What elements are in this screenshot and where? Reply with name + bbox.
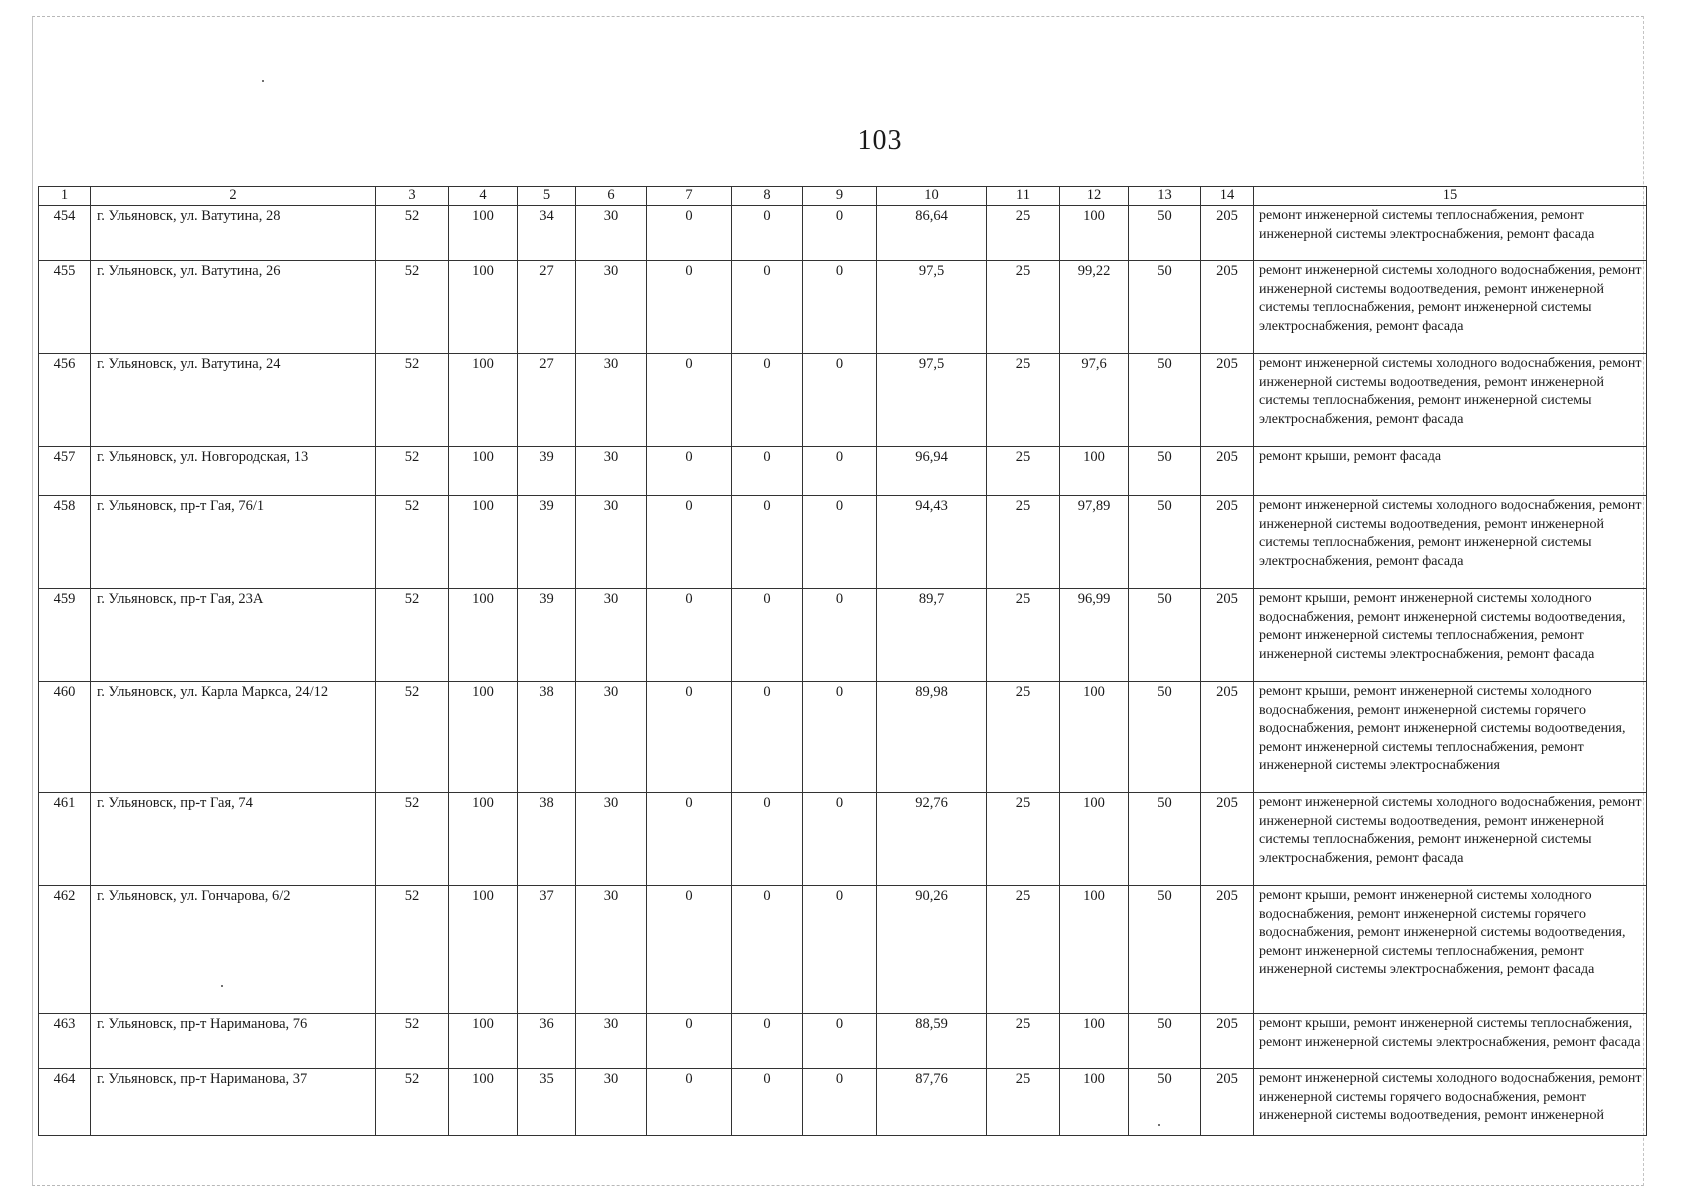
table-row xyxy=(39,496,1647,589)
column-number-14: 14 xyxy=(1201,187,1254,206)
col4-value: 100 xyxy=(449,261,518,354)
col3-value: 52 xyxy=(376,589,449,682)
col6-value: 30 xyxy=(576,886,647,1014)
works-list: ремонт крыши, ремонт инженерной системы холодного водоснабжения, ремонт инженерной системы горячего водоснабжения, ремонт инженерной системы водоотведения, ремонт инженерной системы теплоснабжения, ремонт инженерной системы электроснабжения, ремонт фасада xyxy=(1254,886,1647,1014)
col10-value: 90,26 xyxy=(877,886,987,1014)
col7-value: 0 xyxy=(647,496,732,589)
row-number: 457 xyxy=(39,447,91,496)
col7-value: 0 xyxy=(647,793,732,886)
col7-value: 0 xyxy=(647,261,732,354)
table-row xyxy=(39,1014,1647,1069)
col12-value: 100 xyxy=(1060,886,1129,1014)
col10-value: 86,64 xyxy=(877,206,987,261)
address: г. Ульяновск, ул. Ватутина, 24 xyxy=(91,354,376,447)
col9-value: 0 xyxy=(803,206,877,261)
col6-value: 30 xyxy=(576,206,647,261)
col9-value: 0 xyxy=(803,793,877,886)
col14-value: 205 xyxy=(1201,886,1254,1014)
col12-value: 100 xyxy=(1060,447,1129,496)
col10-value: 88,59 xyxy=(877,1014,987,1069)
col9-value: 0 xyxy=(803,261,877,354)
col13-value: 50 xyxy=(1129,1014,1201,1069)
col6-value: 30 xyxy=(576,589,647,682)
col5-value: 39 xyxy=(518,447,576,496)
col11-value: 25 xyxy=(987,886,1060,1014)
col6-value: 30 xyxy=(576,354,647,447)
col10-value: 96,94 xyxy=(877,447,987,496)
col8-value: 0 xyxy=(732,589,803,682)
col10-value: 89,98 xyxy=(877,682,987,793)
column-number-2: 2 xyxy=(91,187,376,206)
col9-value: 0 xyxy=(803,682,877,793)
col9-value: 0 xyxy=(803,496,877,589)
col14-value: 205 xyxy=(1201,1014,1254,1069)
col11-value: 25 xyxy=(987,793,1060,886)
table-row xyxy=(39,261,1647,354)
col13-value: 50 xyxy=(1129,589,1201,682)
col14-value: 205 xyxy=(1201,261,1254,354)
page-number: 103 xyxy=(857,125,903,156)
col13-value: 50 xyxy=(1129,1069,1201,1136)
col10-value: 94,43 xyxy=(877,496,987,589)
address: г. Ульяновск, пр-т Гая, 74 xyxy=(91,793,376,886)
column-number-15: 15 xyxy=(1254,187,1647,206)
col12-value: 100 xyxy=(1060,206,1129,261)
col12-value: 100 xyxy=(1060,1014,1129,1069)
works-list: ремонт инженерной системы холодного водоснабжения, ремонт инженерной системы водоотведения, ремонт инженерной системы теплоснабжения, ремонт инженерной системы электроснабжения, ремонт фасада xyxy=(1254,496,1647,589)
row-number: 458 xyxy=(39,496,91,589)
col13-value: 50 xyxy=(1129,682,1201,793)
col11-value: 25 xyxy=(987,447,1060,496)
col4-value: 100 xyxy=(449,354,518,447)
address: г. Ульяновск, ул. Карла Маркса, 24/12 xyxy=(91,682,376,793)
col5-value: 27 xyxy=(518,354,576,447)
works-list: ремонт крыши, ремонт инженерной системы холодного водоснабжения, ремонт инженерной системы горячего водоснабжения, ремонт инженерной системы водоотведения, ремонт инженерной системы теплоснабжения, ремонт инженерной системы электроснабжения xyxy=(1254,682,1647,793)
row-number: 459 xyxy=(39,589,91,682)
column-number-1: 1 xyxy=(39,187,91,206)
column-number-11: 11 xyxy=(987,187,1060,206)
col3-value: 52 xyxy=(376,682,449,793)
col13-value: 50 xyxy=(1129,447,1201,496)
col3-value: 52 xyxy=(376,793,449,886)
row-number: 462 xyxy=(39,886,91,1014)
col6-value: 30 xyxy=(576,1014,647,1069)
col4-value: 100 xyxy=(449,206,518,261)
col4-value: 100 xyxy=(449,793,518,886)
table-row xyxy=(39,682,1647,793)
col8-value: 0 xyxy=(732,793,803,886)
col3-value: 52 xyxy=(376,1069,449,1136)
col9-value: 0 xyxy=(803,1069,877,1136)
works-list: ремонт инженерной системы холодного водоснабжения, ремонт инженерной системы водоотведения, ремонт инженерной системы теплоснабжения, ремонт инженерной системы электроснабжения, ремонт фасада xyxy=(1254,793,1647,886)
col9-value: 0 xyxy=(803,354,877,447)
col10-value: 89,7 xyxy=(877,589,987,682)
column-number-4: 4 xyxy=(449,187,518,206)
works-list: ремонт инженерной системы холодного водоснабжения, ремонт инженерной системы водоотведения, ремонт инженерной системы теплоснабжения, ремонт инженерной системы электроснабжения, ремонт фасада xyxy=(1254,261,1647,354)
row-number: 456 xyxy=(39,354,91,447)
column-number-13: 13 xyxy=(1129,187,1201,206)
column-number-12: 12 xyxy=(1060,187,1129,206)
col3-value: 52 xyxy=(376,354,449,447)
column-number-row xyxy=(39,187,1647,206)
works-list: ремонт инженерной системы холодного водоснабжения, ремонт инженерной системы водоотведения, ремонт инженерной системы теплоснабжения, ремонт инженерной системы электроснабжения, ремонт фасада xyxy=(1254,354,1647,447)
table-body xyxy=(39,206,1647,1136)
address: г. Ульяновск, ул. Ватутина, 26 xyxy=(91,261,376,354)
col14-value: 205 xyxy=(1201,447,1254,496)
column-number-5: 5 xyxy=(518,187,576,206)
table-row xyxy=(39,354,1647,447)
scan-speck xyxy=(262,80,264,82)
works-list: ремонт крыши, ремонт инженерной системы теплоснабжения, ремонт инженерной системы электроснабжения, ремонт фасада xyxy=(1254,1014,1647,1069)
column-number-9: 9 xyxy=(803,187,877,206)
works-list: ремонт крыши, ремонт фасада xyxy=(1254,447,1647,496)
table-row xyxy=(39,206,1647,261)
col3-value: 52 xyxy=(376,447,449,496)
col13-value: 50 xyxy=(1129,354,1201,447)
table-row xyxy=(39,886,1647,1014)
col5-value: 38 xyxy=(518,793,576,886)
col3-value: 52 xyxy=(376,261,449,354)
col6-value: 30 xyxy=(576,496,647,589)
col8-value: 0 xyxy=(732,886,803,1014)
col3-value: 52 xyxy=(376,886,449,1014)
col11-value: 25 xyxy=(987,589,1060,682)
row-number: 454 xyxy=(39,206,91,261)
col7-value: 0 xyxy=(647,1069,732,1136)
col10-value: 87,76 xyxy=(877,1069,987,1136)
row-number: 455 xyxy=(39,261,91,354)
col8-value: 0 xyxy=(732,261,803,354)
col11-value: 25 xyxy=(987,354,1060,447)
works-list: ремонт инженерной системы теплоснабжения, ремонт инженерной системы электроснабжения, ремонт фасада xyxy=(1254,206,1647,261)
col4-value: 100 xyxy=(449,1014,518,1069)
col7-value: 0 xyxy=(647,447,732,496)
col6-value: 30 xyxy=(576,793,647,886)
row-number: 463 xyxy=(39,1014,91,1069)
col3-value: 52 xyxy=(376,206,449,261)
col12-value: 100 xyxy=(1060,793,1129,886)
address: г. Ульяновск, пр-т Нариманова, 37 xyxy=(91,1069,376,1136)
col12-value: 100 xyxy=(1060,1069,1129,1136)
col14-value: 205 xyxy=(1201,206,1254,261)
col5-value: 35 xyxy=(518,1069,576,1136)
col7-value: 0 xyxy=(647,589,732,682)
column-number-10: 10 xyxy=(877,187,987,206)
col5-value: 39 xyxy=(518,496,576,589)
col5-value: 38 xyxy=(518,682,576,793)
address: г. Ульяновск, пр-т Гая, 76/1 xyxy=(91,496,376,589)
col5-value: 34 xyxy=(518,206,576,261)
col9-value: 0 xyxy=(803,1014,877,1069)
capital-repair-table xyxy=(38,186,1647,1136)
col6-value: 30 xyxy=(576,1069,647,1136)
col4-value: 100 xyxy=(449,682,518,793)
col3-value: 52 xyxy=(376,496,449,589)
table-row xyxy=(39,589,1647,682)
col11-value: 25 xyxy=(987,496,1060,589)
col4-value: 100 xyxy=(449,447,518,496)
col12-value: 97,6 xyxy=(1060,354,1129,447)
col14-value: 205 xyxy=(1201,1069,1254,1136)
col9-value: 0 xyxy=(803,447,877,496)
col8-value: 0 xyxy=(732,496,803,589)
column-number-6: 6 xyxy=(576,187,647,206)
column-number-7: 7 xyxy=(647,187,732,206)
table-row xyxy=(39,793,1647,886)
table-row xyxy=(39,1069,1647,1136)
col13-value: 50 xyxy=(1129,261,1201,354)
col8-value: 0 xyxy=(732,447,803,496)
col7-value: 0 xyxy=(647,206,732,261)
col11-value: 25 xyxy=(987,1014,1060,1069)
col11-value: 25 xyxy=(987,206,1060,261)
works-list: ремонт крыши, ремонт инженерной системы холодного водоснабжения, ремонт инженерной системы водоотведения, ремонт инженерной системы теплоснабжения, ремонт инженерной системы электроснабжения, ремонт фасада xyxy=(1254,589,1647,682)
col12-value: 97,89 xyxy=(1060,496,1129,589)
col8-value: 0 xyxy=(732,206,803,261)
address: г. Ульяновск, ул. Ватутина, 28 xyxy=(91,206,376,261)
col10-value: 97,5 xyxy=(877,261,987,354)
col4-value: 100 xyxy=(449,496,518,589)
col11-value: 25 xyxy=(987,261,1060,354)
row-number: 461 xyxy=(39,793,91,886)
address: г. Ульяновск, ул. Новгородская, 13 xyxy=(91,447,376,496)
row-number: 460 xyxy=(39,682,91,793)
col14-value: 205 xyxy=(1201,589,1254,682)
col8-value: 0 xyxy=(732,354,803,447)
col9-value: 0 xyxy=(803,589,877,682)
col14-value: 205 xyxy=(1201,354,1254,447)
table-row xyxy=(39,447,1647,496)
col8-value: 0 xyxy=(732,682,803,793)
col13-value: 50 xyxy=(1129,206,1201,261)
col10-value: 97,5 xyxy=(877,354,987,447)
col13-value: 50 xyxy=(1129,886,1201,1014)
col6-value: 30 xyxy=(576,447,647,496)
col14-value: 205 xyxy=(1201,793,1254,886)
address: г. Ульяновск, пр-т Нариманова, 76 xyxy=(91,1014,376,1069)
col4-value: 100 xyxy=(449,589,518,682)
works-list: ремонт инженерной системы холодного водоснабжения, ремонт инженерной системы горячего водоснабжения, ремонт инженерной системы водоотведения, ремонт инженерной xyxy=(1254,1069,1647,1136)
col12-value: 96,99 xyxy=(1060,589,1129,682)
row-number: 464 xyxy=(39,1069,91,1136)
col5-value: 39 xyxy=(518,589,576,682)
address: г. Ульяновск, пр-т Гая, 23А xyxy=(91,589,376,682)
col12-value: 100 xyxy=(1060,682,1129,793)
col7-value: 0 xyxy=(647,682,732,793)
col13-value: 50 xyxy=(1129,496,1201,589)
col5-value: 27 xyxy=(518,261,576,354)
address: г. Ульяновск, ул. Гончарова, 6/2 xyxy=(91,886,376,1014)
col8-value: 0 xyxy=(732,1069,803,1136)
col5-value: 37 xyxy=(518,886,576,1014)
col5-value: 36 xyxy=(518,1014,576,1069)
col6-value: 30 xyxy=(576,682,647,793)
col12-value: 99,22 xyxy=(1060,261,1129,354)
column-number-8: 8 xyxy=(732,187,803,206)
col6-value: 30 xyxy=(576,261,647,354)
col11-value: 25 xyxy=(987,1069,1060,1136)
col10-value: 92,76 xyxy=(877,793,987,886)
column-number-3: 3 xyxy=(376,187,449,206)
col11-value: 25 xyxy=(987,682,1060,793)
col4-value: 100 xyxy=(449,886,518,1014)
col7-value: 0 xyxy=(647,886,732,1014)
col9-value: 0 xyxy=(803,886,877,1014)
col8-value: 0 xyxy=(732,1014,803,1069)
table-header xyxy=(39,187,1647,206)
col3-value: 52 xyxy=(376,1014,449,1069)
col14-value: 205 xyxy=(1201,496,1254,589)
col4-value: 100 xyxy=(449,1069,518,1136)
col7-value: 0 xyxy=(647,1014,732,1069)
col14-value: 205 xyxy=(1201,682,1254,793)
col13-value: 50 xyxy=(1129,793,1201,886)
col7-value: 0 xyxy=(647,354,732,447)
